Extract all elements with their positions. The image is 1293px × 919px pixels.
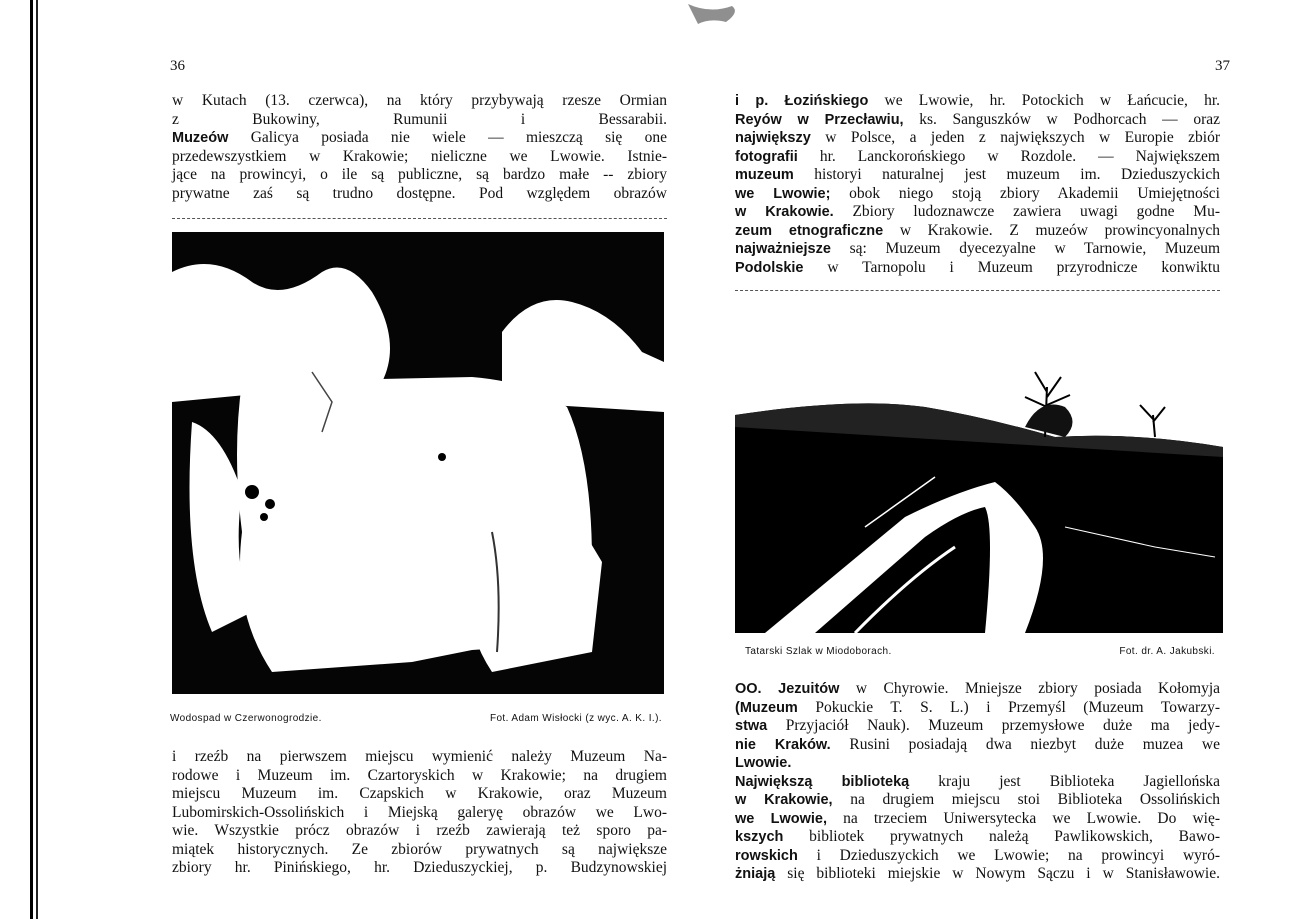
text-line: miejscu Muzeum im. Czapskich w Krakowie, oraz Muzeum [172, 785, 667, 802]
steppe-road-photo [735, 297, 1223, 633]
text-line: Reyów w Przecławiu, ks. Sanguszków w Podhorcach — oraz [735, 110, 1220, 128]
photo-caption-title: Wodospad w Czerwonogrodzie. [170, 713, 322, 724]
text-line: kszych bibliotek prywatnych należą Pawlikowskich, Bawo- [735, 828, 1220, 845]
text-line: żniają się biblioteki miejskie w Nowym Sączu i w Stanisławowie. [735, 865, 1220, 882]
waterfall-photo [172, 232, 664, 694]
text-line: Lubomirskich-Ossolińskich i Miejską galeryę obrazów we Lwo- [172, 803, 667, 821]
text-line: we Lwowie; obok niego stoją zbiory Akademii Umiejętności [735, 184, 1220, 202]
text-line: prywatne zaś są trudno dostępne. Pod względem obrazów [172, 184, 667, 202]
text-line: OO. Jezuitów w Chyrowie. Mniejsze zbiory posiada Kołomyja [735, 680, 1221, 697]
text-line: wie. Wszystkie prócz obrazów i rzeźb zawierają też sporo pa- [172, 822, 667, 839]
divider [735, 290, 1220, 292]
paragraph-bottom [172, 748, 667, 878]
text-line: w Krakowie, na drugiem miejscu stoi Biblioteka Ossolińskich [735, 791, 1220, 808]
text-line: fotografii hr. Lanckorońskiego w Rozdole. — Największem [735, 147, 1220, 165]
text-line: nie Kraków. Rusini posiadają dwa niezbyt duże muzea we [735, 735, 1220, 753]
photo-credit: Fot. Adam Wisłocki (z wyc. A. K. I.). [489, 713, 662, 724]
text-line: rowskich i Dzieduszyckich we Lwowie; na prowincyi wyró- [735, 846, 1220, 864]
text-line: Muzeów Galicya posiada nie wiele — mieszczą się one [172, 129, 667, 146]
text-line: i rzeźb na pierwszem miejscu wymienić należy Muzeum Na- [172, 748, 667, 765]
right-page [730, 0, 1230, 919]
text-line: Podolskie w Tarnopolu i Muzeum przyrodnicze konwiktu [735, 258, 1220, 276]
text-line: stwa Przyjaciół Nauk). Muzeum przemysłowe duże ma jedy- [735, 717, 1220, 734]
text-line: jące na prowincyi, o ile są publiczne, są bardzo małe -- zbiory [172, 166, 667, 183]
text-line: w Krakowie. Zbiory ludoznawcze zawiera uwagi godne Mu- [735, 203, 1221, 220]
text-line: zeum etnograficzne w Krakowie. Z muzeów prowincyonalnych [735, 221, 1220, 239]
text-line: rodowe i Muzeum im. Czartoryskich w Krakowie; na drugiem [172, 766, 667, 784]
text-line: we Lwowie, na trzeciem Uniwersytecka we Lwowie. Do wię- [735, 809, 1221, 827]
photo-caption [745, 646, 1215, 657]
text-line: miątek historycznych. Ze zbiorów prywatnych są największe [172, 840, 667, 858]
text-line: (Muzeum Pokuckie T. S. L.) i Przemyśl (Muzeum Towarzy- [735, 698, 1220, 716]
text-line: zbiory hr. Pinińskiego, hr. Dzieduszyckiej, p. Budzynowskiej [172, 859, 667, 876]
photo-caption-title: Tatarski Szlak w Miodoborach. [745, 646, 892, 657]
text-line: przedewszystkiem w Krakowie; nieliczne we Lwowie. Istnie- [172, 147, 667, 165]
paragraph-top [172, 92, 667, 203]
text-line: Największą biblioteką kraju jest Biblioteka Jagiellońska [735, 772, 1220, 790]
text-line: muzeum historyi naturalnej jest muzeum im. Dzieduszyckich [735, 166, 1220, 183]
text-line: najważniejsze są: Muzeum dyecezyalne w Tarnowie, Muzeum [735, 240, 1220, 257]
paragraph-top [735, 92, 1220, 277]
photo-credit: Fot. dr. A. Jakubski. [1119, 646, 1215, 657]
divider [172, 218, 667, 220]
text-line: w Kutach (13. czerwca), na który przybywają rzesze Ormian [172, 92, 667, 109]
paragraph-bottom [735, 680, 1220, 884]
text-line: największy w Polsce, a jeden z największych w Europie zbiór [735, 129, 1220, 146]
photo-caption [170, 713, 662, 724]
text-line: i p. Łozińskiego we Lwowie, hr. Potockich w Łańcucie, hr. [735, 92, 1220, 109]
left-page [160, 0, 680, 919]
text-line: z Bukowiny, Rumunii i Bessarabii. [172, 110, 667, 128]
text-line: Lwowie. [735, 755, 792, 771]
page-number: 37 [1215, 58, 1230, 74]
page-number: 36 [170, 58, 185, 74]
book-spine-edge [0, 0, 40, 919]
